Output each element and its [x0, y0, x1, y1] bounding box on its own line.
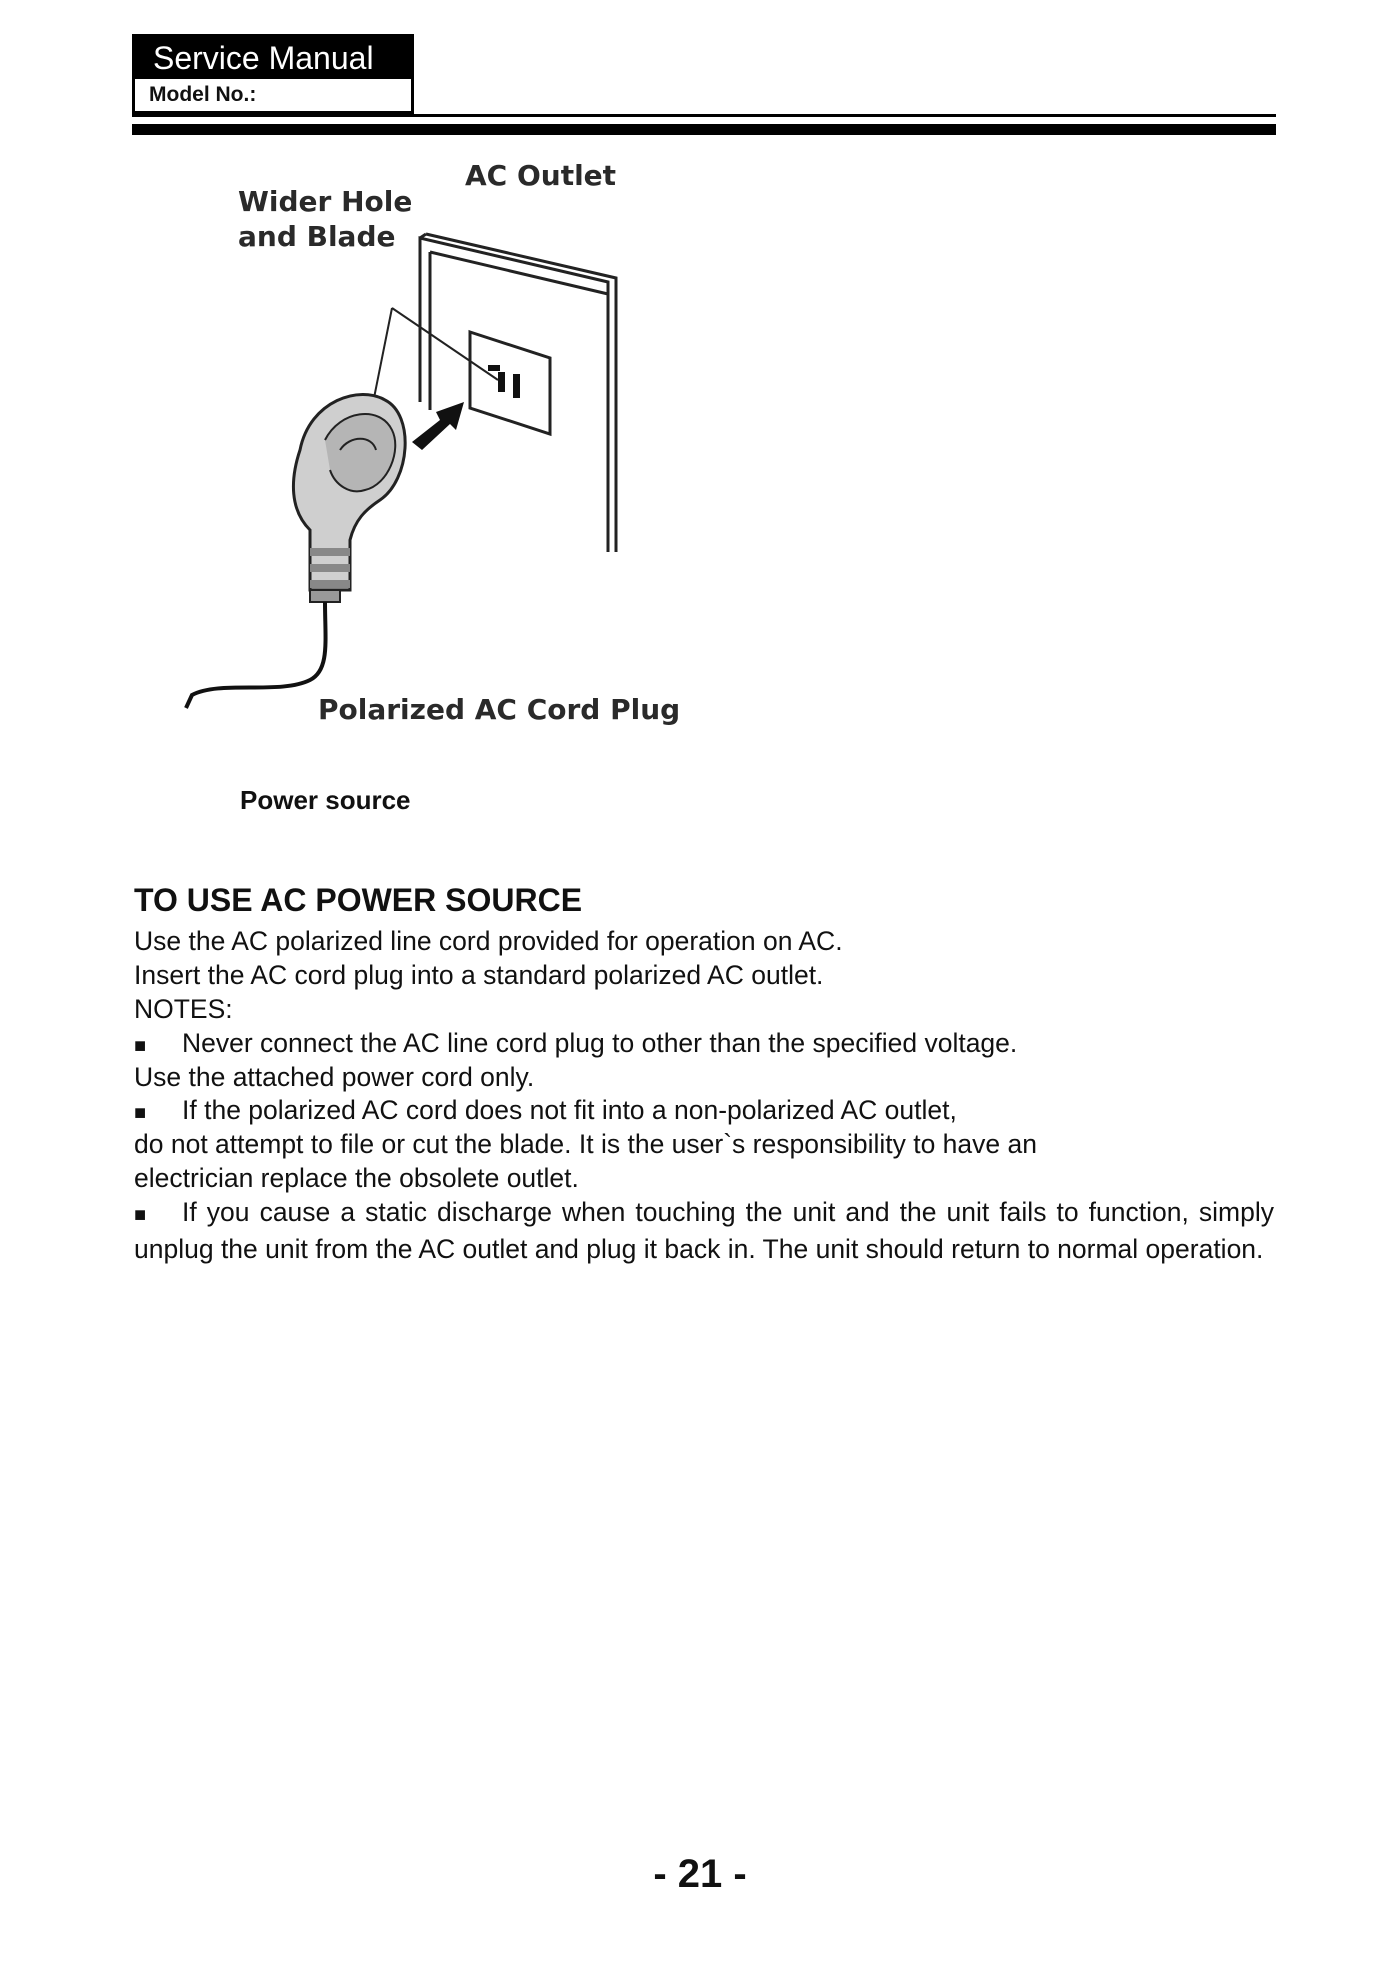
figure-caption: Power source — [240, 785, 411, 815]
ac-outlet-plate — [470, 332, 550, 434]
note-1-continued: Use the attached power cord only. — [134, 1062, 535, 1092]
bullet-icon: ■ — [134, 1204, 147, 1226]
insert-arrow — [412, 402, 464, 450]
note-2-continued-2: electrician replace the obsolete outlet. — [134, 1163, 579, 1193]
header-rule-thin — [132, 114, 1276, 117]
note-1-text: Never connect the AC line cord plug to other than the specified voltage. — [182, 1028, 1018, 1058]
notes-label: NOTES: — [134, 994, 233, 1024]
bullet-icon: ■ — [134, 1102, 147, 1124]
manual-title: Service Manual — [135, 37, 411, 79]
instruction-line-2: Insert the AC cord plug into a standard polarized AC outlet. — [134, 960, 824, 990]
note-1 — [134, 1026, 1274, 1063]
model-number-label: Model No.: — [149, 83, 257, 106]
power-cord — [186, 602, 326, 708]
power-source-illustration — [160, 150, 680, 750]
label-ac-outlet: AC Outlet — [465, 159, 617, 192]
note-2-continued-1: do not attempt to file or cut the blade. It is the user`s responsibility to have an — [134, 1129, 1037, 1159]
label-wider-hole: Wider Hole — [238, 185, 413, 218]
note-2 — [134, 1093, 1274, 1130]
header-box — [132, 34, 414, 114]
note-3-text: If you cause a static discharge when touching the unit and the unit fails to function, simply unplug the unit from the AC outlet and plug it back in. The unit should return to normal operation. — [134, 1197, 1274, 1264]
polarized-plug — [293, 394, 405, 602]
note-3 — [134, 1195, 1274, 1266]
label-polarized-plug: Polarized AC Cord Plug — [318, 693, 681, 726]
instruction-line-1: Use the AC polarized line cord provided for operation on AC. — [134, 926, 843, 956]
label-and-blade: and Blade — [238, 220, 396, 253]
note-2-text: If the polarized AC cord does not fit into a non-polarized AC outlet, — [182, 1095, 957, 1125]
bullet-icon: ■ — [134, 1035, 147, 1057]
section-heading: TO USE AC POWER SOURCE — [134, 882, 583, 918]
page-number: - 21 - — [653, 1852, 747, 1896]
header-rule-thick — [132, 124, 1276, 135]
